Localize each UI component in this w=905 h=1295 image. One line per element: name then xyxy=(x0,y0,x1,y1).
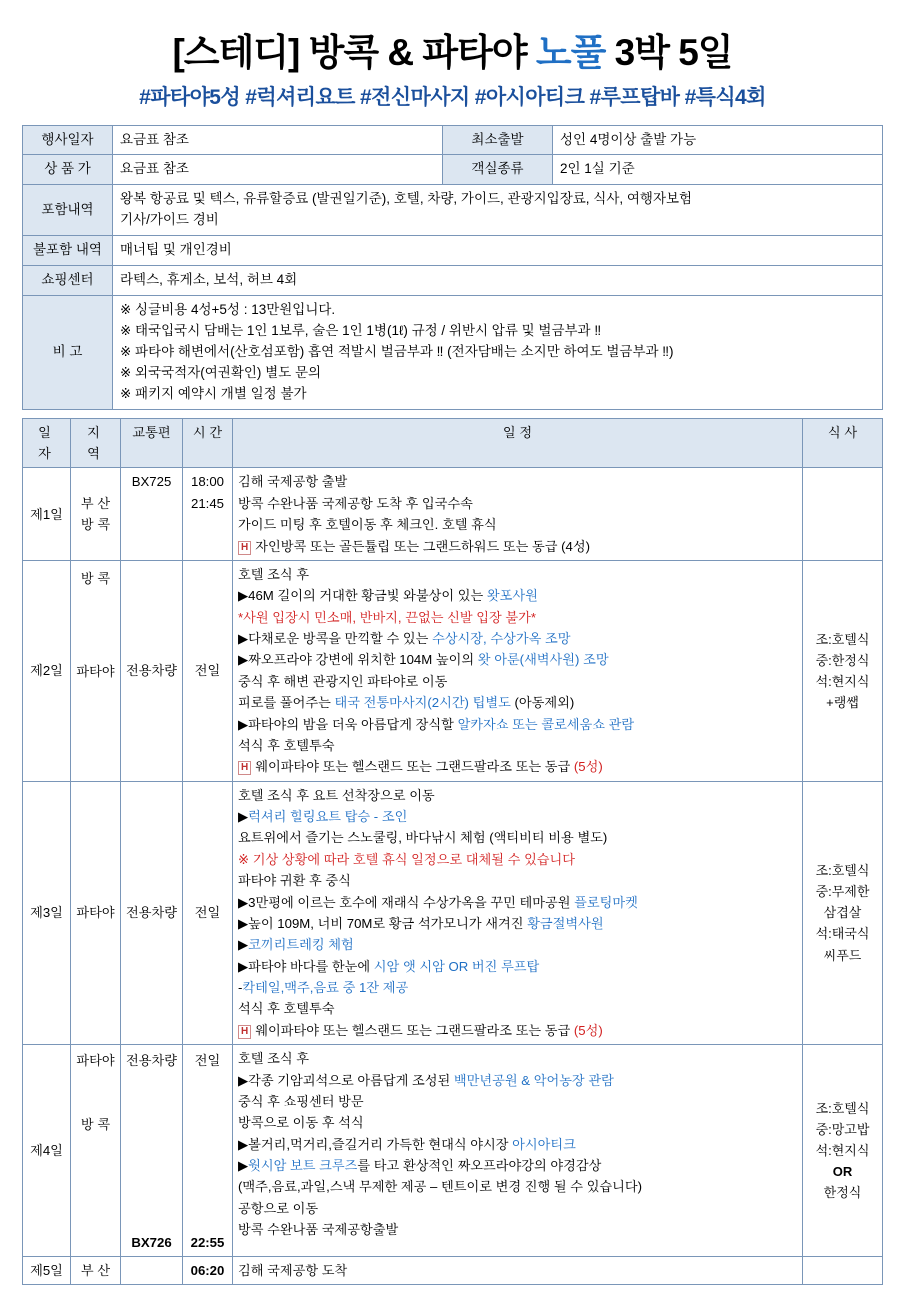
meal-item: 중:무제한 xyxy=(815,884,870,900)
time-item-flight: 22:55 xyxy=(190,1234,225,1250)
area-item: 방 콕 xyxy=(80,1116,111,1132)
meal-item: OR xyxy=(832,1164,853,1180)
itinerary-row-day4 xyxy=(23,1045,883,1257)
transport-cell: 전용차량 xyxy=(121,560,183,781)
area-cell: 파타야 xyxy=(71,781,121,1045)
hotel-icon: H xyxy=(238,541,251,555)
schedule-highlight: 웟시암 보트 크루즈 xyxy=(248,1158,358,1174)
transport-cell: BX725 xyxy=(121,468,183,561)
schedule-line: 석식 후 호텔투숙 xyxy=(238,1001,335,1017)
schedule-text: ▶파타야의 밤을 더욱 아름답게 장식할 xyxy=(238,716,458,732)
transport-item-flight: BX726 xyxy=(131,1234,172,1250)
schedule-cell xyxy=(233,468,803,561)
schedule-line xyxy=(238,956,797,977)
schedule-line xyxy=(238,913,797,934)
info-value-notes xyxy=(113,296,883,410)
schedule-line: 가이드 미팅 후 호텔이동 후 체크인. 호텔 휴식 xyxy=(238,517,497,533)
time-item: 18:00 xyxy=(190,474,224,490)
note-item: ※ 파타야 해변에서(산호섬포함) 흡연 적발시 벌금부과 ‼ (전자담배는 소지만 하여도 벌금부과 ‼) xyxy=(120,343,674,359)
area-item: 방 콕 xyxy=(80,517,111,533)
itinerary-row-day1 xyxy=(23,468,883,561)
schedule-line: 중식 후 해변 관광지인 파타야로 이동 xyxy=(238,673,448,689)
schedule-highlight: 시암 앳 시암 OR 버진 루프탑 xyxy=(373,958,540,974)
title-part1: [스테디] 방콕 & 파타야 xyxy=(172,32,536,73)
table-row xyxy=(23,296,883,410)
meal-item: 중:망고밥 xyxy=(815,1121,870,1137)
transport-cell: 전용차량 xyxy=(121,781,183,1045)
schedule-text: ▶3만평에 이르는 호수에 재래식 수상가옥을 꾸민 테마공원 xyxy=(238,894,575,910)
info-label-shopping: 쇼핑센터 xyxy=(23,266,113,296)
time-cell xyxy=(183,468,233,561)
table-row xyxy=(23,266,883,296)
schedule-highlight: 칵테일,맥주,음료 중 1잔 제공 xyxy=(242,980,409,996)
schedule-line xyxy=(238,977,797,998)
schedule-line xyxy=(238,806,797,827)
schedule-highlight: 왓 아룬(새벽사원) 조망 xyxy=(477,652,609,668)
day-label: 제2일 xyxy=(23,560,71,781)
schedule-text: ▶ xyxy=(238,937,249,953)
info-value-mindep: 성인 4명이상 출발 가능 xyxy=(553,125,883,155)
day-label: 제4일 xyxy=(23,1045,71,1257)
schedule-text: ▶46M 길이의 거대한 황금빛 와불상이 있는 xyxy=(238,588,487,604)
info-label-mindep: 최소출발 xyxy=(443,125,553,155)
schedule-text: ▶높이 109M, 너비 70M로 황금 석가모니가 새겨진 xyxy=(238,915,528,931)
header-meal: 식 사 xyxy=(803,418,883,468)
schedule-line xyxy=(238,628,797,649)
time-cell: 전일 xyxy=(183,781,233,1045)
time-item: 21:45 xyxy=(190,495,224,511)
transport-cell xyxy=(121,1045,183,1257)
schedule-highlight: 코끼리트레킹 체험 xyxy=(248,937,354,953)
title-part2: 3박 5일 xyxy=(605,32,733,73)
schedule-text: ▶볼거리,먹거리,즐길거리 가득한 현대식 야시장 xyxy=(238,1136,513,1152)
schedule-line: 석식 후 호텔투숙 xyxy=(238,737,335,753)
schedule-line: 요트위에서 즐기는 스노쿨링, 바다낚시 체험 (액티비티 비용 별도) xyxy=(238,830,608,846)
meal-item: 중:한정식 xyxy=(815,652,870,668)
area-item: 부 산 xyxy=(80,495,111,511)
schedule-line-departure: 방콕 수완나품 국제공항출발 xyxy=(238,1222,399,1238)
day-label: 제1일 xyxy=(23,468,71,561)
area-item: 방 콕 xyxy=(80,570,111,586)
schedule-text: - xyxy=(238,980,243,996)
schedule-line xyxy=(238,1134,797,1155)
hotel-text: 웨이파타야 또는 헬스랜드 또는 그랜드팔라조 또는 동급 xyxy=(255,1022,574,1038)
table-row xyxy=(23,185,883,236)
meal-cell xyxy=(803,1256,883,1284)
schedule-line xyxy=(238,714,797,735)
header-day: 일 자 xyxy=(23,418,71,468)
schedule-text: ▶ xyxy=(238,1158,249,1174)
itinerary-row-day5 xyxy=(23,1256,883,1284)
itinerary-table xyxy=(22,418,883,1286)
schedule-line xyxy=(238,692,797,713)
hotel-line xyxy=(238,1020,797,1041)
meal-item: 석:현지식 xyxy=(815,673,870,689)
meal-item: 삼겹살 xyxy=(823,905,862,921)
schedule-line: 호텔 조식 후 xyxy=(238,1051,310,1067)
meal-cell xyxy=(803,560,883,781)
meal-item: 조:호텔식 xyxy=(815,631,870,647)
info-value-price: 요금표 참조 xyxy=(113,155,443,185)
schedule-highlight: 럭셔리 힐링요트 탑승 - 조인 xyxy=(248,809,408,825)
time-cell: 06:20 xyxy=(183,1256,233,1284)
schedule-text: ▶다채로운 방콕을 만끽할 수 있는 xyxy=(238,631,433,647)
info-label-date: 행사일자 xyxy=(23,125,113,155)
meal-item: +랭쌥 xyxy=(826,694,859,710)
schedule-line: 공항으로 이동 xyxy=(238,1200,319,1216)
meal-cell xyxy=(803,468,883,561)
schedule-text: ▶짜오프라야 강변에 위치한 104M 높이의 xyxy=(238,652,478,668)
info-value-date: 요금표 참조 xyxy=(113,125,443,155)
schedule-highlight: 아시아티크 xyxy=(512,1136,576,1152)
schedule-line xyxy=(238,1155,797,1176)
area-cell xyxy=(71,560,121,781)
itinerary-header-row xyxy=(23,418,883,468)
schedule-highlight: 왓포사원 xyxy=(486,588,538,604)
schedule-warning: ※ 기상 상황에 따라 호텔 휴식 일정으로 대체될 수 있습니다 xyxy=(238,851,576,867)
day-label: 제5일 xyxy=(23,1256,71,1284)
schedule-line: (맥주,음료,과일,스낵 무제한 제공 – 텐트이로 변경 진행 될 수 있습니다) xyxy=(238,1179,643,1195)
schedule-highlight: 태국 전통마사지(2시간) 팁별도 xyxy=(334,695,511,711)
meal-cell xyxy=(803,1045,883,1257)
itinerary-row-day3 xyxy=(23,781,883,1045)
schedule-line: 호텔 조식 후 요트 선착장으로 이동 xyxy=(238,787,435,803)
schedule-line: 김해 국제공항 출발 xyxy=(238,474,348,490)
hotel-grade: (5성) xyxy=(573,759,603,775)
hotel-icon: H xyxy=(238,1025,251,1039)
hotel-line xyxy=(238,536,797,557)
hotel-text: 자인방콕 또는 골든튤립 또는 그랜드하워드 또는 동급 (4성) xyxy=(255,538,590,554)
area-cell xyxy=(71,1045,121,1257)
schedule-highlight: 플로팅마켓 xyxy=(574,894,638,910)
schedule-highlight: 백만년공원 & 악어농장 관람 xyxy=(453,1072,614,1088)
meal-item: 조:호텔식 xyxy=(815,1100,870,1116)
table-row xyxy=(23,236,883,266)
meal-item: 한정식 xyxy=(823,1185,862,1201)
title-highlight: 노풀 xyxy=(535,32,606,73)
schedule-line: 김해 국제공항 도착 xyxy=(238,1262,348,1278)
schedule-line xyxy=(238,892,797,913)
meal-cell xyxy=(803,781,883,1045)
schedule-line xyxy=(238,649,797,670)
note-item: ※ 외국국적자(여권확인) 별도 문의 xyxy=(120,364,322,380)
schedule-text: 피로를 풀어주는 xyxy=(238,695,335,711)
area-item: 파타야 xyxy=(76,664,115,680)
schedule-highlight: 황금절벽사원 xyxy=(527,915,604,931)
schedule-highlight: 알카자쇼 또는 콜로세움쇼 관람 xyxy=(457,716,635,732)
schedule-cell xyxy=(233,781,803,1045)
header-area: 지 역 xyxy=(71,418,121,468)
transport-cell xyxy=(121,1256,183,1284)
schedule-line xyxy=(238,1070,797,1091)
info-value-shopping: 라텍스, 휴게소, 보석, 허브 4회 xyxy=(113,266,883,296)
area-cell: 부 산 xyxy=(71,1256,121,1284)
page-subtitle: #파타야5성 #럭셔리요트 #전신마사지 #아시아티크 #루프탑바 #특식4회 xyxy=(139,85,766,109)
product-info-table xyxy=(22,125,883,410)
note-item: ※ 패키지 예약시 개별 일정 불가 xyxy=(120,385,307,401)
schedule-cell xyxy=(233,560,803,781)
schedule-line: 중식 후 쇼핑센터 방문 xyxy=(238,1093,364,1109)
schedule-text: ▶ xyxy=(238,809,249,825)
info-label-included: 포함내역 xyxy=(23,185,113,236)
schedule-cell xyxy=(233,1045,803,1257)
schedule-line xyxy=(238,934,797,955)
time-cell xyxy=(183,1045,233,1257)
time-cell: 전일 xyxy=(183,560,233,781)
schedule-line xyxy=(238,585,797,606)
note-item: ※ 태국입국시 담배는 1인 1보루, 술은 1인 1병(1ℓ) 규정 / 위반시 압류 및 벌금부과 ‼ xyxy=(120,323,602,338)
schedule-line: 호텔 조식 후 xyxy=(238,566,310,582)
header-transport: 교통편 xyxy=(121,418,183,468)
hotel-text: 웨이파타야 또는 헬스랜드 또는 그랜드팔라조 또는 동급 xyxy=(255,759,574,775)
meal-item: 석:태국식 xyxy=(815,926,870,942)
schedule-text: ▶파타야 바다를 한눈에 xyxy=(238,958,374,974)
header-time: 시 간 xyxy=(183,418,233,468)
transport-item: 전용차량 xyxy=(126,1053,177,1069)
table-row xyxy=(23,125,883,155)
included-line-1: 왕복 항공료 및 텍스, 유류할증료 (발권일기준), 호텔, 차량, 가이드, 관광지입장료, 식사, 여행자보험 xyxy=(120,191,693,207)
note-item: ※ 싱글비용 4성+5성 : 13만원입니다. xyxy=(120,302,336,318)
info-value-room: 2인 1실 기준 xyxy=(553,155,883,185)
info-label-notes: 비 고 xyxy=(23,296,113,410)
area-cell xyxy=(71,468,121,561)
info-label-excluded: 불포함 내역 xyxy=(23,236,113,266)
meal-item: 석:현지식 xyxy=(815,1143,870,1159)
info-value-included xyxy=(113,185,883,236)
schedule-tail: (아동제외) xyxy=(510,695,575,711)
schedule-warning: *사원 입장시 민소매, 반바지, 끈없는 신발 입장 불가* xyxy=(238,609,537,625)
time-item: 전일 xyxy=(194,1053,221,1069)
schedule-line: 방콕으로 이동 후 석식 xyxy=(238,1115,364,1131)
info-value-excluded: 매너팁 및 개인경비 xyxy=(113,236,883,266)
schedule-line: 파타야 귀환 후 중식 xyxy=(238,873,351,889)
hotel-icon: H xyxy=(238,761,251,775)
hotel-line xyxy=(238,756,797,777)
schedule-highlight: 수상시장, 수상가옥 조망 xyxy=(432,631,571,647)
schedule-text: ▶각종 기암괴석으로 아름답게 조성된 xyxy=(238,1072,454,1088)
area-item: 파타야 xyxy=(76,1053,115,1069)
schedule-line: 방콕 수완나품 국제공항 도착 후 입국수속 xyxy=(238,495,473,511)
info-label-price: 상 품 가 xyxy=(23,155,113,185)
meal-item: 조:호텔식 xyxy=(815,863,870,879)
header-schedule: 일 정 xyxy=(233,418,803,468)
schedule-cell xyxy=(233,1256,803,1284)
schedule-tail: 를 타고 환상적인 짜오프라야강의 야경감상 xyxy=(357,1158,602,1174)
hotel-grade: (5성) xyxy=(573,1022,603,1038)
info-label-room: 객실종류 xyxy=(443,155,553,185)
meal-item: 씨푸드 xyxy=(823,947,862,963)
included-line-2: 기사/가이드 경비 xyxy=(120,212,219,228)
itinerary-row-day2 xyxy=(23,560,883,781)
page-title xyxy=(22,32,883,75)
table-row xyxy=(23,155,883,185)
day-label: 제3일 xyxy=(23,781,71,1045)
